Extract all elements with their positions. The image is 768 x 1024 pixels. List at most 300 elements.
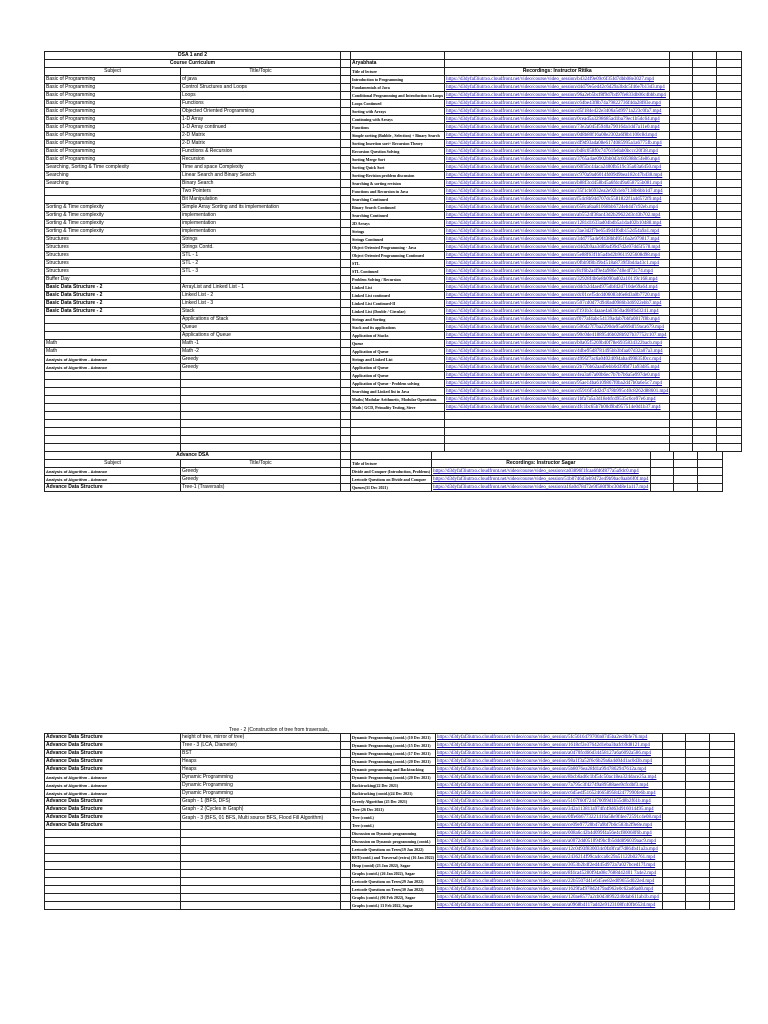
title-cell (181, 388, 341, 396)
extra-cell (670, 204, 693, 212)
recording-link[interactable]: https://d3dyfaf3iutrxo.cloudfront.net/video/course/video_session/95ae14ba6109867f0ba2d47b0a6e5c7.mp4 (445, 380, 670, 388)
title-cell: Objected Oriented Programming (181, 108, 341, 116)
title-cell: Binary Search (181, 180, 341, 188)
subject-cell: Structures (45, 244, 181, 252)
table-row (45, 124, 742, 132)
recording-link[interactable]: https://d3dyfaf3iutrxo.cloudfront.net/video/course/video_session/1629fa4978d2479ad962e0c62ad6ad0.mp4 (435, 886, 662, 894)
extra-cell (717, 332, 742, 340)
recording-link[interactable]: https://d3dyfaf3iutrxo.cloudfront.net/video/course/video_session/5167f60f724470099d1b55d8b2f61b.mp4 (435, 798, 662, 806)
extra-cell (693, 220, 717, 228)
title-cell: STL - 1 (181, 252, 341, 260)
gap-cell (341, 734, 351, 742)
table-row (45, 332, 742, 340)
extra-cell (717, 132, 742, 140)
recording-link[interactable]: https://d3dyfaf3iutrxo.cloudfront.net/video/course/video_session/f077af4abc54139adab7bbfa0817f8b.mp4 (445, 316, 670, 324)
table-row (45, 798, 735, 806)
recording-link[interactable]: https://d3dyfaf3iutrxo.cloudfront.net/video/course/video_session/5b8076ea28fd1a9947862947612a.mp4 (435, 766, 662, 774)
recording-link[interactable]: https://d3dyfaf3iutrxo.cloudfront.net/video/course/video_session/0d8b80f16a08e2302a6f8b1100c8d.mp4 (445, 132, 670, 140)
recording-link[interactable]: https://d3dyfaf3iutrxo.cloudfront.net/video/course/video_session/7a795c3f42749a89588aee9cfcdbf3.mp4 (435, 782, 662, 790)
recording-link[interactable]: https://d3dyfaf3iutrxo.cloudfront.net/video/course/video_session/120ae8577a2cb0d38992240dab611ab1b.mp4 (435, 894, 662, 902)
extra-cell (670, 292, 693, 300)
table-row (45, 380, 742, 388)
extra-cell (693, 372, 717, 380)
extra-cell (693, 108, 717, 116)
gap-cell (341, 164, 351, 172)
recording-link[interactable]: https://d3dyfaf3iutrxo.cloudfront.net/video/course/video_session/2b776b62aad9ebb0d39fbf71a93d85.mp4 (445, 364, 670, 372)
extra-cell (717, 300, 742, 308)
lecture-title-cell: Object Oriented Programming - Java (351, 244, 445, 252)
table-3-body (45, 734, 735, 910)
recording-link[interactable]: https://d3dyfaf3iutrxo.cloudfront.net/video/course/video_session/c6d5edf516524665895842477990fe6b.mp4 (435, 790, 662, 798)
lecture-title-cell: Dynamic Programming (contd.) (20 Dec 2021) (351, 758, 436, 766)
extra-cell (670, 372, 693, 380)
gap-cell (341, 758, 351, 766)
recording-link[interactable]: https://d3dyfaf3iutrxo.cloudfront.net/video/course/video_session/73e2a045f5940a79016da1dd7a11e0.mp4 (445, 124, 670, 132)
subject-cell: Analysis of Algorithm - Advance (45, 476, 181, 484)
recording-link[interactable]: https://d3dyfaf3iutrxo.cloudfront.net/video/course/video_session/b4324f9e09c6f35fd7dbb08e3027.mp4 (445, 76, 670, 84)
recording-link[interactable]: https://d3dyfaf3iutrxo.cloudfront.net/video/course/video_session/ca03896f1fcaa6fd6f877a5a9dc0.mp4 (432, 468, 650, 476)
gap-cell (341, 124, 351, 132)
lecture-title-cell: Graphs (contd.) (06 Feb 2022), Sagar (351, 894, 436, 902)
extra-cell (686, 886, 710, 894)
extra-cell (693, 420, 717, 428)
extra-cell (717, 100, 742, 108)
extra-cell (693, 308, 717, 316)
gap-cell (341, 220, 351, 228)
subject-cell: Advance Data Structure (45, 734, 181, 742)
extra-cell (717, 316, 742, 324)
table-row (45, 814, 735, 822)
recording-link[interactable]: https://d3dyfaf3iutrxo.cloudfront.net/video/course/video_session/60f5bc44aca2400fb519c35a03a6450.mp4 (445, 164, 670, 172)
subject-cell: Sorting & Time complexity (45, 228, 181, 236)
table-row (45, 92, 742, 100)
gap-cell (341, 476, 351, 484)
lecture-title-cell: Leetcode Questions on Divide and Conquer (351, 476, 432, 484)
extra-cell (717, 156, 742, 164)
title-cell: Bit Manipulation (181, 196, 341, 204)
recording-link[interactable]: https://d3dyfaf3iutrxo.cloudfront.net/video/course/video_session/b0a05f5269b40f78e6935834322bacb.mp4 (445, 340, 670, 348)
table-row (45, 758, 735, 766)
table-row (45, 180, 742, 188)
lecture-title-cell: Discussion on Dynamic programming (351, 830, 436, 838)
extra-cell (686, 846, 710, 854)
recording-link[interactable]: https://d3dyfaf3iutrxo.cloudfront.net/video/course/video_session/22b5507d41e645ee82ed09655d022ed.mp4 (435, 878, 662, 886)
extra-cell (693, 140, 717, 148)
subject-cell (45, 380, 181, 388)
recording-link[interactable]: https://d3dyfaf3iutrxo.cloudfront.net/video/course/video_session/ddcb2d4aed975dbfd2d710de69a64.mp4 (445, 284, 670, 292)
subject-cell: Analysis of Algorithm - Advance (45, 774, 181, 782)
tree-2-title-prefix: Tree - 2 (Construction of tree from traversals, (229, 727, 329, 733)
extra-cell (670, 220, 693, 228)
extra-cell (717, 140, 742, 148)
table-row (45, 468, 723, 476)
extra-cell (686, 766, 710, 774)
title-cell (181, 372, 341, 380)
extra-cell (670, 276, 693, 284)
gap-cell (341, 244, 351, 252)
gap-cell (341, 806, 351, 814)
recording-link[interactable]: https://d3dyfaf3iutrxo.cloudfront.net/video/course/video_session/ce09e97720b47a9bf7b6c583b2f9e8e.mp4 (435, 822, 662, 830)
title-cell: Dynamic Programming (181, 774, 341, 782)
extra-cell (663, 870, 686, 878)
gap-cell (341, 774, 351, 782)
lecture-title-cell (351, 412, 445, 420)
table-row (45, 372, 742, 380)
extra-cell (710, 766, 735, 774)
table-1-body (45, 52, 742, 452)
column-header-title: Title/Topic (181, 460, 341, 468)
recording-link[interactable]: https://d3dyfaf3iutrxo.cloudfront.net/video/course/video_session/3ae3d2f7be6549d4f6db152d54a9a1.mp4 (445, 228, 670, 236)
recording-link[interactable]: https://d3dyfaf3iutrxo.cloudfront.net/video/course/video_session/a16a0d78d72e9f580f9bc30d8e1a117.mp4 (433, 485, 649, 490)
extra-cell (693, 164, 717, 172)
subject-cell: Sorting & Time complexity (45, 220, 181, 228)
extra-cell (670, 140, 693, 148)
recording-link[interactable]: https://d3dyfaf3iutrxo.cloudfront.net/video/course/video_session/506d27f7ba2290de95a069df19aca679.mp4 (445, 324, 670, 332)
sheet-title: DSA 1 and 2 (45, 52, 341, 60)
extra-cell (693, 92, 717, 100)
lecture-title-cell: Searching Continued (351, 196, 445, 204)
title-cell (181, 878, 341, 886)
subject-cell (45, 316, 181, 324)
extra-cell (710, 878, 735, 886)
extra-cell (693, 324, 717, 332)
extra-cell (663, 758, 686, 766)
lecture-title-cell: BST(contd.) and Traversal (extra) (16 Jan 2022) (352, 855, 434, 860)
table-row (45, 188, 742, 196)
gap-cell (341, 308, 351, 316)
extra-cell (710, 822, 735, 830)
lecture-title-cell: Searching and Linked list in Java (351, 388, 445, 396)
extra-cell (663, 894, 686, 902)
extra-cell (686, 758, 710, 766)
extra-cell (717, 228, 742, 236)
extra-cell (693, 292, 717, 300)
title-cell: Loops (181, 92, 341, 100)
title-cell: Greedy (181, 476, 341, 484)
curriculum-table-3 (44, 733, 735, 910)
title-cell: height of tree, mirror of tree) (181, 734, 341, 742)
recording-link[interactable]: https://d3dyfaf3iutrxo.cloudfront.net/video/course/video_session/1618cf2e37642d1eba3bafcb9d8121.mp4 (435, 742, 662, 750)
recording-link[interactable]: https://d3dyfaf3iutrxo.cloudfront.net/video/course/video_session/0ffe6b6773221416a58e9f4ee72591c4e08.mp4 (436, 815, 662, 820)
extra-cell (670, 404, 693, 412)
recording-link[interactable]: https://d3dyfaf3iutrxo.cloudfront.net/video/course/video_session/32928f4b6e8b090ad02a10119c168.mp4 (445, 276, 670, 284)
recording-link[interactable]: https://d3dyfaf3iutrxo.cloudfront.net/video/course/video_session/f191b3c4aaae4a63b50ad68f6d3241.mp4 (445, 308, 670, 316)
recording-link[interactable]: https://d3dyfaf3iutrxo.cloudfront.net/video/course/video_session/0cead5a3298685ad1ba79ec1b5dc64.mp4 (445, 116, 670, 124)
extra-cell (670, 268, 693, 276)
recording-link[interactable]: https://d3dyfaf3iutrxo.cloudfront.net/video/course/video_session/ab5524f38ac43d2b29622d3c43b702.mp4 (445, 212, 670, 220)
extra-cell (717, 212, 742, 220)
recording-link[interactable]: https://d3dyfaf3iutrxo.cloudfront.net/video/course/video_session/a0470fcd66d34458127a6a6092a586.mp4 (435, 750, 662, 758)
table-row (45, 886, 735, 894)
extra-cell (717, 420, 742, 428)
lecture-title-cell: Sorting Quick Sort (351, 164, 445, 172)
extra-cell (670, 308, 693, 316)
table-row (45, 894, 735, 902)
extra-cell (693, 124, 717, 132)
title-cell (181, 846, 341, 854)
gap-cell (341, 148, 351, 156)
title-cell: Time and space Complexity (181, 164, 341, 172)
extra-cell (717, 284, 742, 292)
extra-cell (663, 782, 686, 790)
subject-cell: Advance Data Structure (45, 806, 181, 814)
extra-cell (663, 734, 686, 742)
title-cell: Math -1 (181, 340, 341, 348)
gap-cell (341, 838, 351, 846)
extra-cell (693, 132, 717, 140)
curriculum-table-2 (44, 451, 723, 492)
lecture-title-cell: Application of Queue (351, 364, 445, 372)
column-header-recordings: Recordings: Instructor Ritika (445, 68, 670, 76)
lecture-title-cell: STL (351, 260, 445, 268)
subject-cell (45, 372, 181, 380)
lecture-title-cell (351, 420, 445, 428)
recording-link[interactable]: https://d3dyfaf3iutrxo.cloudfront.net/video/course/video_session/d5f184e422e3406a5d9971a223c0fa7.mp4 (445, 108, 670, 116)
extra-cell (710, 838, 735, 846)
extra-cell (693, 76, 717, 84)
extra-cell (710, 854, 735, 862)
extra-cell (686, 878, 710, 886)
subject-cell (45, 396, 181, 404)
title-cell: Greedy (181, 364, 341, 372)
recording-link[interactable]: https://d3dyfaf3iutrxo.cloudfront.net/video/course/video_session/bd8c058f0c74761fe8ab0bccc20f38.mp4 (445, 148, 670, 156)
gap-cell (341, 364, 351, 372)
extra-cell (717, 220, 742, 228)
recording-link[interactable]: https://d3dyfaf3iutrxo.cloudfront.net/video/course/video_session/8bcb6ad6c1bf54c50ac18ea324dace25a.mp4 (435, 774, 662, 782)
recording-link[interactable]: https://d3dyfaf3iutrxo.cloudfront.net/video/course/video_session/2436214f99ca4cca0c29a51122b02761.mp4 (435, 854, 662, 862)
recording-link[interactable]: https://d3dyfaf3iutrxo.cloudfront.net/video/course/video_session/d5916f54d2d7478b995c40c8262d88601.mp4 (446, 389, 669, 394)
extra-cell (717, 348, 742, 356)
title-cell: implementation (181, 212, 341, 220)
table-row (45, 324, 742, 332)
lecture-title-cell: Dynamic Programming (contd.) (15 Dec 2021) (351, 742, 436, 750)
extra-cell (693, 428, 717, 436)
recording-link[interactable]: https://d3dyfaf3iutrxo.cloudfront.net/video/course/video_session/4dbe95d8781495bb3bfaa07d32a07a3.mp4 (445, 348, 670, 356)
recording-link[interactable]: https://d3dyfaf3iutrxo.cloudfront.net/video/course/video_session/658ca8aa81068bb6724eb4d7c92eb.mp4 (445, 204, 670, 212)
gap-cell (341, 782, 351, 790)
extra-cell (663, 750, 686, 758)
gap-cell (341, 156, 351, 164)
recording-link[interactable]: https://d3dyfaf3iutrxo.cloudfront.net/video/course/video_session/12c0493f830034c0fa9fcaf7d864b41a2a.mp4 (435, 846, 662, 854)
extra-cell (686, 822, 710, 830)
recording-link[interactable]: https://d3dyfaf3iutrxo.cloudfront.net/video/course/video_session/a0072dd0510949bcfb5ddd896039aac9.mp4 (435, 838, 662, 846)
gap-cell (341, 172, 351, 180)
gap-cell (341, 846, 351, 854)
recording-link[interactable]: https://d3dyfaf3iutrxo.cloudfront.net/video/course/video_session/35f1cb6932ea2e92b1eb7138b6bb1d7.mp4 (445, 188, 670, 196)
lecture-title-cell: 2D Arrays (351, 220, 445, 228)
extra-cell (670, 172, 693, 180)
lecture-title-cell: Linked List Continued-II (351, 300, 445, 308)
extra-cell (663, 742, 686, 750)
extra-cell (663, 822, 686, 830)
gap-cell (341, 766, 351, 774)
subject-cell: Advance Data Structure (45, 758, 181, 766)
recording-link[interactable]: https://d3dyfaf3iutrxo.cloudfront.net/video/course/video_session/98a1f3a52f6c6b29a6a4d04d1ac0d3b.mp4 (435, 758, 662, 766)
table-row (45, 790, 735, 798)
gap-cell (341, 292, 351, 300)
extra-cell (663, 854, 686, 862)
recording-link[interactable]: https://d3dyfaf3iutrxo.cloudfront.net/video/course/video_session/8cf6b2a4f9e4a986e748e4f72c74.mp4 (445, 268, 670, 276)
column-header-row (45, 68, 742, 76)
recording-link[interactable]: https://d3dyfaf3iutrxo.cloudfront.net/video/course/video_session/342a113811a974fc49d63d916014495.mp4 (435, 806, 662, 814)
lecture-title-cell: Loops Continued (351, 100, 445, 108)
extra-cell (693, 404, 717, 412)
subject-cell: Structures (45, 236, 181, 244)
title-cell (181, 830, 341, 838)
extra-cell (710, 846, 735, 854)
extra-cell (717, 164, 742, 172)
lecture-title-cell: Divide and Conquer (Introduction, Problems) (352, 469, 431, 474)
title-cell: of java (181, 76, 341, 84)
lecture-title-cell (351, 436, 445, 444)
table-row (45, 822, 735, 830)
extra-cell (670, 156, 693, 164)
extra-cell (693, 316, 717, 324)
extra-cell (670, 356, 693, 364)
title-cell: Dynamic Programming (181, 790, 341, 798)
recording-link[interactable]: https://d3dyfaf3iutrxo.cloudfront.net/video/course/video_session/96a2eb5bcf8f9d7b497fe833db06c4bbb.mp4 (445, 92, 670, 100)
extra-cell (670, 196, 693, 204)
title-cell: 1-D Array (181, 116, 341, 124)
recording-link[interactable]: https://d3dyfaf3iutrxo.cloudfront.net/video/course/video_session/a0968b4117ad42e9123108fc40fb652d.mp4 (435, 902, 662, 910)
table-row (45, 212, 742, 220)
recording-link[interactable]: https://d3dyfaf3iutrxo.cloudfront.net/video/course/video_session/4995f7ac6a04024094aba499835f0cc.mp4 (445, 356, 670, 364)
extra-cell (686, 742, 710, 750)
lecture-title-cell: Conditional Programming and Introduction to Loops (352, 93, 444, 98)
extra-cell (717, 372, 742, 380)
extra-cell (717, 252, 742, 260)
extra-cell (686, 774, 710, 782)
table-row (45, 854, 735, 862)
extra-cell (693, 380, 717, 388)
recording-link[interactable]: https://d3dyfaf3iutrxo.cloudfront.net/video/course/video_session/3765a4ae0902bb0d3c605988c5fe86.mp4 (445, 156, 670, 164)
extra-cell (693, 340, 717, 348)
title-cell: Greedy (181, 468, 341, 476)
recording-link[interactable]: https://d3dyfaf3iutrxo.cloudfront.net/video/course/video_session/3053b2b4f2ed445d972a7a027bced17f.mp4 (435, 862, 662, 870)
title-cell: Heaps (181, 766, 341, 774)
subject-cell: Advance Data Structure (45, 798, 181, 806)
recording-link[interactable]: https://d3dyfaf3iutrxo.cloudfront.net/video/course/video_session/51b0746d3eb9472e49b9bac0aab6f0f.mp4 (433, 477, 649, 482)
title-cell (181, 854, 341, 862)
title-cell: Simple Array Sorting and its implementation (181, 204, 341, 212)
extra-cell (693, 244, 717, 252)
extra-cell (693, 228, 717, 236)
gap-cell (341, 108, 351, 116)
table-row (45, 172, 742, 180)
recording-link[interactable]: https://d3dyfaf3iutrxo.cloudfront.net/video/course/video_session/d4d79e5ed42c6d29a3bdc5f46e7b13d3.mp4 (445, 84, 670, 92)
recording-link[interactable]: https://d3dyfaf3iutrxo.cloudfront.net/video/course/video_session/0fbb9f8b39b4518a8739f3bd4a43c1.mp4 (445, 260, 670, 268)
lecture-title-cell: Functions and Recursion in Java (351, 188, 445, 196)
lecture-title-cell: Greedy Algorithm (25 Dec 2021) (351, 798, 436, 806)
extra-cell (710, 886, 735, 894)
extra-cell (710, 734, 735, 742)
title-cell: BST (181, 750, 341, 758)
recording-link[interactable]: https://d3dyfaf3iutrxo.cloudfront.net/video/course/video_session/c970a9ad6014fd09d9bea182c47b438.mp4 (445, 172, 670, 180)
extra-cell (717, 180, 742, 188)
gap-cell (341, 100, 351, 108)
extra-cell (710, 830, 735, 838)
gap-cell (341, 420, 351, 428)
table-row (45, 252, 742, 260)
extra-cell (717, 196, 742, 204)
extra-cell (710, 798, 735, 806)
recording-link[interactable]: https://d3dyfaf3iutrxo.cloudfront.net/video/course/video_session/dc01cef5dcd40608346e8d3a0b7720.mp4 (445, 292, 670, 300)
recording-link[interactable]: https://d3dyfaf3iutrxo.cloudfront.net/video/course/video_session/4fc1bc65b7b00d9bd957514e0d1b37.mp4 (445, 404, 670, 412)
lecture-title-cell: Dynamic programming and Backtracking (351, 766, 436, 774)
extra-cell (717, 76, 742, 84)
recording-link[interactable]: https://d3dyfaf3iutrxo.cloudfront.net/video/course/video_session/4ea3a67a00b6ec7b7b7b6a5e997de0.mp4 (445, 372, 670, 380)
recording-link[interactable]: https://d3dyfaf3iutrxo.cloudfront.net/video/course/video_session/f54c8b94d707dc5581822f1a4d572f9.mp4 (445, 196, 670, 204)
extra-cell (717, 308, 742, 316)
gap-cell (341, 332, 351, 340)
title-cell: Two Pointers (181, 188, 341, 196)
title-cell (181, 396, 341, 404)
recording-link[interactable]: https://d3dyfaf3iutrxo.cloudfront.net/video/course/video_session/90c0de41889546b028b927b37752c107.mp4 (445, 332, 670, 340)
title-cell: STL - 2 (181, 260, 341, 268)
extra-cell (663, 766, 686, 774)
recording-link[interactable]: https://d3dyfaf3iutrxo.cloudfront.net/video/course/video_session/c64be43f8b74a79822736f4da28f83e.mp4 (445, 100, 670, 108)
recording-link[interactable]: https://d3dyfaf3iutrxo.cloudfront.net/video/course/video_session/b88f3cd458b45a6fdcd9a658755b081.mp4 (445, 180, 670, 188)
lecture-title-cell: Application of Queue (351, 348, 445, 356)
extra-cell (717, 356, 742, 364)
recording-link[interactable]: https://d3dyfaf3iutrxo.cloudfront.net/video/course/video_session/5fc5616479700a07d5ba2ec8bfe76.mp4 (435, 734, 662, 742)
extra-cell (717, 388, 742, 396)
gap-cell (341, 372, 351, 380)
title-cell (181, 870, 341, 878)
recording-link[interactable]: https://d3dyfaf3iutrxo.cloudfront.net/video/course/video_session/008a6c42b4d099f4a56e4cf80068f6b.mp4 (435, 830, 662, 838)
recording-link[interactable]: https://d3dyfaf3iutrxo.cloudfront.net/video/course/video_session/5e88f63f1b5a4bd2b9611925608d98.mp4 (445, 252, 670, 260)
recording-link[interactable]: https://d3dyfaf3iutrxo.cloudfront.net/video/course/video_session/8f4ca45280f94a08c7688d42401 7a4e2.mp4 (435, 870, 662, 878)
extra-cell (693, 212, 717, 220)
subject-cell (45, 838, 181, 846)
lecture-title-cell: Graphs (contd.) 13 Feb 2022, Sagar (351, 902, 436, 910)
extra-cell (670, 412, 693, 420)
subject-cell: Basic of Programming (45, 156, 181, 164)
recording-link[interactable]: https://d3dyfaf3iutrxo.cloudfront.net/video/course/video_session/507cd0d77d940ad0986b3d6922ebb7.mp4 (445, 300, 670, 308)
lecture-title-cell: Fundamentals of Java (351, 84, 445, 92)
extra-cell (670, 84, 693, 92)
title-cell: Graph - 3 (BFS, 01 BFS, Multi source BFS, Flood Fill Algorithm) (181, 814, 341, 822)
recording-link[interactable]: https://d3dyfaf3iutrxo.cloudfront.net/video/course/video_session/1bfa7a5a3d18ebfcd9535c6ce97e6.mp4 (445, 396, 670, 404)
recording-link[interactable]: https://d3dyfaf3iutrxo.cloudfront.net/video/course/video_session/34d775a4e9f438bbf0516a2e979817.mp4 (445, 236, 670, 244)
extra-cell (693, 388, 717, 396)
lecture-title-cell: Linked List (Double / Circular) (351, 308, 445, 316)
extra-cell (717, 292, 742, 300)
gap-cell (341, 484, 351, 492)
table-row (45, 340, 742, 348)
title-cell: 2-D Matrix (181, 132, 341, 140)
gap-cell (341, 196, 351, 204)
recording-link[interactable]: https://d3dyfaf3iutrxo.cloudfront.net/video/course/video_session/df9d93ada08e6174085995a1a6775fb.mp4 (445, 140, 670, 148)
extra-cell (717, 364, 742, 372)
table-row (45, 782, 735, 790)
extra-cell (693, 204, 717, 212)
table-row (45, 236, 742, 244)
extra-cell (686, 862, 710, 870)
lecture-title-cell: Problem Solving / Recursion (351, 276, 445, 284)
lecture-title-cell: Linked List (351, 284, 445, 292)
table-row (45, 276, 742, 284)
gap-cell (341, 468, 351, 476)
gap-cell (341, 204, 351, 212)
extra-cell (693, 348, 717, 356)
title-cell: Greedy (181, 356, 341, 364)
table-row (45, 244, 742, 252)
recording-link[interactable]: https://d3dyfaf3iutrxo.cloudfront.net/video/course/video_session/d4d2b9aa3d89a499d7d2e97dd5f578.mp4 (445, 244, 670, 252)
title-cell (181, 404, 341, 412)
extra-cell (670, 148, 693, 156)
recording-link[interactable]: https://d3dyfaf3iutrxo.cloudfront.net/video/course/video_session/1281d1633ad04bdb5a1da402b10488.mp4 (445, 220, 670, 228)
